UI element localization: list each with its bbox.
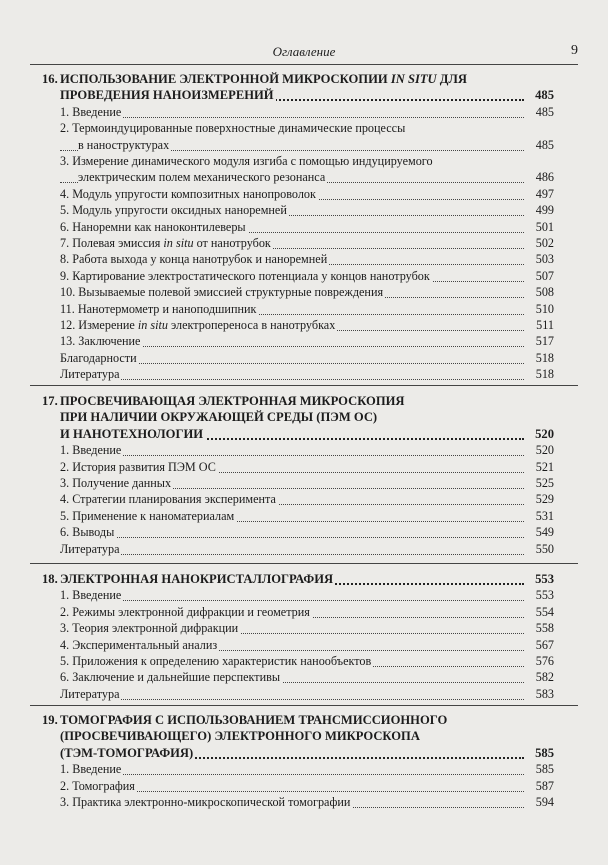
toc-entry-text: 5. Применение к наноматериалам bbox=[60, 508, 235, 523]
toc-entry-text: 5. Приложения к определению характеристик нанообъектов bbox=[60, 654, 372, 668]
toc-entry-page: 517 bbox=[535, 334, 554, 349]
toc-entry-page: 510 bbox=[535, 301, 554, 316]
toc-entry-text: 6. Наноремни как наноконтилеверы bbox=[60, 219, 246, 234]
chapter-title-entry[interactable] bbox=[42, 572, 554, 588]
toc-entry-text: 2. Режимы электронной дифракции и геометрия bbox=[60, 604, 310, 619]
chapter-page: 485 bbox=[535, 88, 554, 103]
chapter-title-line: (ТЭМ-ТОМОГРАФИЯ) bbox=[60, 745, 194, 760]
leader-dots bbox=[60, 454, 524, 456]
chapter-divider bbox=[30, 705, 578, 706]
toc-entry-page: 518 bbox=[535, 350, 554, 365]
toc-entry[interactable] bbox=[42, 170, 554, 186]
toc-entry[interactable] bbox=[42, 525, 554, 541]
toc-entry-text: электрическим полем механического резонанса bbox=[78, 170, 326, 185]
leader-dots bbox=[60, 116, 524, 118]
toc-entry-text: 6. Выводы bbox=[60, 525, 115, 540]
toc-entry[interactable] bbox=[42, 476, 554, 492]
toc-entry-page: 485 bbox=[535, 104, 554, 119]
toc-entry[interactable] bbox=[42, 203, 554, 219]
toc-entry-text: Литература bbox=[60, 541, 120, 556]
toc-entry-page: 486 bbox=[535, 170, 554, 185]
toc-entry[interactable] bbox=[42, 187, 554, 203]
toc-entry-text: 1. Введение bbox=[60, 762, 122, 777]
chapter-title-line: (ПРОСВЕЧИВАЮЩЕГО) ЭЛЕКТРОННОГО МИКРОСКОПА bbox=[60, 729, 420, 744]
toc-entry-text: Благодарности bbox=[60, 350, 137, 365]
toc-entry-page: 485 bbox=[535, 137, 554, 152]
toc-entry-page: 576 bbox=[535, 654, 554, 668]
toc-entry[interactable] bbox=[42, 443, 554, 459]
toc-entry-text: 6. Заключение и дальнейшие перспективы bbox=[60, 670, 281, 685]
chapter-title-line: ЭЛЕКТРОННАЯ НАНОКРИСТАЛЛОГРАФИЯ bbox=[60, 572, 334, 586]
toc-entry-page: 503 bbox=[535, 252, 554, 267]
toc-entry-page: 554 bbox=[535, 604, 554, 619]
toc-entry[interactable] bbox=[42, 236, 554, 252]
toc-entry-text: 1. Введение bbox=[60, 588, 122, 603]
toc-entry[interactable] bbox=[42, 779, 554, 795]
toc-entry-text: Литература bbox=[60, 686, 120, 701]
toc-entry-page: 585 bbox=[535, 762, 554, 777]
toc-entry[interactable] bbox=[42, 605, 554, 621]
toc-entry-text: 2. Термоиндуцированные поверхностные динамические процессы bbox=[60, 121, 406, 136]
chapter-divider bbox=[30, 563, 578, 564]
chapter-title-line: ПРОВЕДЕНИЯ НАНОИЗМЕРЕНИЙ bbox=[60, 88, 274, 103]
toc-entry[interactable] bbox=[42, 220, 554, 236]
toc-entry-text: 1. Введение bbox=[60, 443, 122, 458]
chapter-page: 553 bbox=[535, 572, 554, 586]
leader-dots bbox=[60, 536, 524, 538]
chapter-number: 16. bbox=[42, 72, 58, 86]
chapter-title-entry[interactable] bbox=[42, 427, 554, 443]
toc-entry-page: 497 bbox=[535, 186, 554, 201]
toc-entry[interactable] bbox=[42, 105, 554, 121]
toc-entry-page: 531 bbox=[535, 508, 554, 523]
leader-dots bbox=[60, 378, 524, 380]
leader-dots bbox=[60, 773, 524, 775]
toc-entry-page: 499 bbox=[535, 203, 554, 218]
toc-entry-page: 501 bbox=[535, 219, 554, 234]
toc-entry-text: 5. Модуль упругости оксидных наноремней bbox=[60, 203, 287, 218]
toc-entry[interactable] bbox=[42, 762, 554, 778]
toc-entry-text: Литература bbox=[60, 367, 120, 382]
toc-entry-text: 3. Теория электронной дифракции bbox=[60, 621, 239, 636]
toc-entry-text: 3. Получение данных bbox=[60, 476, 172, 490]
toc-entry-text: 2. История развития ПЭМ ОС bbox=[60, 459, 216, 474]
toc-entry-page: 529 bbox=[535, 492, 554, 507]
toc-entry[interactable] bbox=[42, 621, 554, 637]
toc-entry-text: 12. Измерение in situ электропереноса в нанотрубках bbox=[60, 318, 336, 332]
toc-entry-page: 518 bbox=[535, 367, 554, 382]
toc-entry-page: 558 bbox=[535, 621, 554, 636]
toc-entry-page: 511 bbox=[536, 318, 554, 332]
toc-entry-page: 582 bbox=[535, 670, 554, 685]
chapter-title-entry[interactable] bbox=[42, 746, 554, 762]
toc-entry[interactable] bbox=[42, 670, 554, 686]
chapter-divider bbox=[30, 385, 578, 386]
toc-entry[interactable] bbox=[42, 588, 554, 604]
toc-entry-text: 11. Нанотермометр и наноподшипник bbox=[60, 301, 257, 316]
chapter-number: 17. bbox=[42, 394, 58, 408]
toc-entry[interactable] bbox=[42, 460, 554, 476]
toc-entry[interactable] bbox=[42, 269, 554, 285]
toc-entry-text: в наноструктурах bbox=[78, 137, 170, 152]
running-header-title: Оглавление bbox=[272, 44, 336, 59]
chapter-title-line: ПРИ НАЛИЧИИ ОКРУЖАЮЩЕЙ СРЕДЫ (ПЭМ ОС) bbox=[60, 410, 378, 425]
chapter-title-line: И НАНОТЕХНОЛОГИИ bbox=[60, 426, 204, 441]
toc-entry-page: 594 bbox=[535, 795, 554, 809]
toc-entry[interactable] bbox=[42, 687, 554, 703]
toc-entry-page: 502 bbox=[535, 236, 554, 250]
toc-entry-page: 508 bbox=[535, 285, 554, 300]
toc-entry-page: 553 bbox=[535, 588, 554, 603]
toc-entry-page: 550 bbox=[535, 541, 554, 556]
toc-entry[interactable] bbox=[42, 367, 554, 383]
toc-entry-text: 2. Томография bbox=[60, 778, 135, 793]
toc-entry-page: 520 bbox=[535, 443, 554, 458]
toc-entry-text: 4. Стратегии планирования эксперимента bbox=[60, 492, 276, 507]
toc-entry-text: 13. Заключение bbox=[60, 334, 141, 349]
chapter-page: 520 bbox=[535, 426, 554, 441]
toc-entry-page: 549 bbox=[535, 525, 554, 540]
leader-dots bbox=[60, 553, 524, 555]
toc-entry-text: 9. Картирование электростатического потенциала у концов нанотрубок bbox=[60, 268, 430, 283]
chapter-title-line: ИСПОЛЬЗОВАНИЕ ЭЛЕКТРОННОЙ МИКРОСКОПИИ IN SITU ДЛЯ bbox=[60, 72, 467, 86]
chapter-number: 18. bbox=[42, 572, 58, 586]
toc-entry-page: 587 bbox=[535, 778, 554, 793]
toc-entry[interactable] bbox=[42, 285, 554, 301]
chapter-number: 19. bbox=[42, 713, 58, 727]
leader-dots bbox=[60, 599, 524, 601]
toc-entry-page: 567 bbox=[535, 637, 554, 652]
header-rule bbox=[30, 64, 578, 65]
chapter-title-line: ПРОСВЕЧИВАЮЩАЯ ЭЛЕКТРОННАЯ МИКРОСКОПИЯ bbox=[60, 394, 405, 408]
toc-entry[interactable] bbox=[42, 318, 554, 334]
leader-dots bbox=[60, 698, 524, 700]
toc-entry-page: 525 bbox=[535, 476, 554, 490]
toc-entry[interactable] bbox=[42, 509, 554, 525]
toc-entry-text: 3. Практика электронно-микроскопической томографии bbox=[60, 795, 351, 809]
toc-entry[interactable] bbox=[42, 351, 554, 367]
toc-entry[interactable] bbox=[42, 492, 554, 508]
toc-entry[interactable] bbox=[42, 654, 554, 670]
toc-entry-text: 10. Вызываемые полевой эмиссией структурные повреждения bbox=[60, 285, 384, 300]
toc-entry-page: 507 bbox=[535, 268, 554, 283]
toc-entry-text: 4. Модуль упругости композитных нанопроволок bbox=[60, 186, 316, 201]
toc-entry-text: 8. Работа выхода у конца нанотрубок и наноремней bbox=[60, 252, 328, 267]
toc-entry-text: 7. Полевая эмиссия in situ от нанотрубок bbox=[60, 236, 271, 250]
toc-entry[interactable] bbox=[42, 252, 554, 268]
toc-entry-text: 3. Измерение динамического модуля изгиба с помощью индуцируемого bbox=[60, 154, 433, 168]
chapter-page: 585 bbox=[535, 745, 554, 760]
toc-entry-text: 4. Экспериментальный анализ bbox=[60, 637, 218, 652]
toc-entry[interactable] bbox=[42, 334, 554, 350]
toc-entry-page: 583 bbox=[535, 686, 554, 701]
toc-entry[interactable] bbox=[42, 795, 554, 811]
toc-entry[interactable] bbox=[42, 138, 554, 154]
chapter-title-entry[interactable] bbox=[42, 88, 554, 104]
toc-entry[interactable] bbox=[42, 302, 554, 318]
toc-entry-page: 521 bbox=[535, 459, 554, 474]
page-number: 9 bbox=[571, 43, 578, 58]
chapter-title-line: ТОМОГРАФИЯ С ИСПОЛЬЗОВАНИЕМ ТРАНСМИССИОННОГО bbox=[60, 713, 448, 727]
toc-entry[interactable] bbox=[42, 542, 554, 558]
toc-entry-text: 1. Введение bbox=[60, 104, 122, 119]
toc-entry[interactable] bbox=[42, 638, 554, 654]
